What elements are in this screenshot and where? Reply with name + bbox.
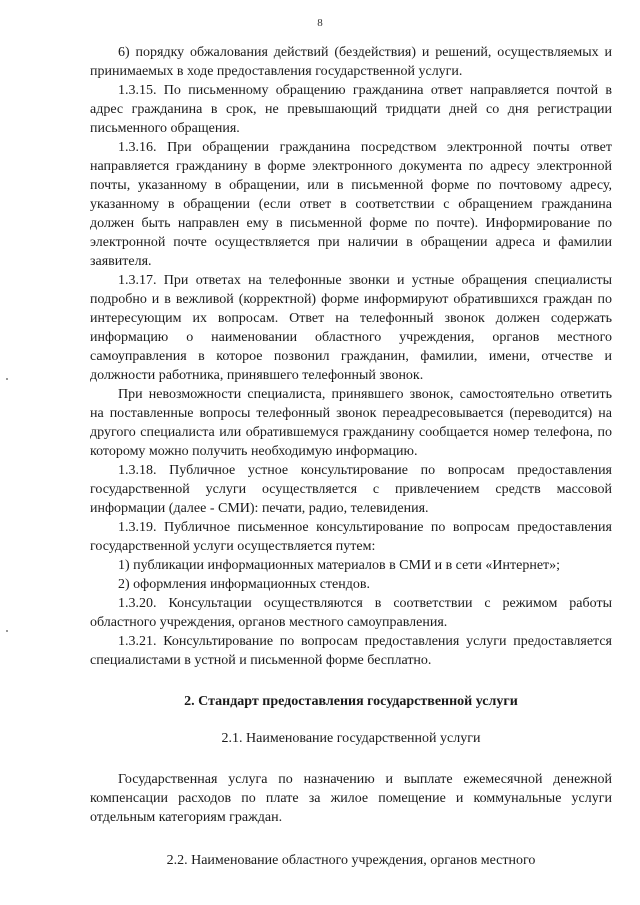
paragraph-1-3-15: 1.3.15. По письменному обращению гражданина ответ направляется почтой в адрес гражданина в срок, не превышающий тридцати дней со дня регистрации письменного обращения. [90, 83, 612, 136]
paragraph-1-3-19: 1.3.19. Публичное письменное консультирование по вопросам предоставления государственной услуги осуществляется путем: [90, 520, 612, 554]
paragraph-1-3-17: 1.3.17. При ответах на телефонные звонки и устные обращения специалисты подробно и в вежливой (корректной) форме информируют обратившихся граждан по интересующим их вопросам. Ответ на телефонный звонок должен содержать информацию о наименовании областного учреждения, органов местного самоуправления в которое позвонил гражданин, фамилии, имени, отчестве и должности работника, принявшего телефонный звонок. [90, 273, 612, 383]
subsection-heading-2-2: 2.2. Наименование областного учреждения, органов местного [166, 853, 536, 868]
subsection-text-2-1: Государственная услуга по назначению и выплате ежемесячной денежной компенсации расходов по плате за жилое помещение и коммунальные услуги отдельным категориям граждан. [90, 772, 612, 825]
scan-mark [6, 378, 8, 380]
scan-mark [6, 630, 8, 632]
subsection-heading-2-1: 2.1. Наименование государственной услуги [221, 731, 481, 746]
paragraph-item-6: 6) порядку обжалования действий (бездействия) и решений, осуществляемых и принимаемых в ходе предоставления государственной услуги. [90, 45, 612, 79]
list-item-1: 1) публикации информационных материалов в СМИ и в сети «Интернет»; [118, 558, 561, 573]
paragraph-1-3-21: 1.3.21. Консультирование по вопросам предоставления услуги предоставляется специалистами в устной и письменной форме бесплатно. [90, 634, 612, 668]
section-heading: 2. Стандарт предоставления государственной услуги [184, 694, 518, 709]
document-body [90, 43, 612, 870]
paragraph-1-3-20: 1.3.20. Консультации осуществляются в соответствии с режимом работы областного учреждения, органов местного самоуправления. [90, 596, 612, 630]
paragraph-1-3-18: 1.3.18. Публичное устное консультирование по вопросам предоставления государственной услуги осуществляется с привлечением средств массовой информации (далее - СМИ): печати, радио, телевидения. [90, 463, 612, 516]
paragraph-1-3-16: 1.3.16. При обращении гражданина посредством электронной почты ответ направляется гражданину в форме электронного документа по адресу электронной почты, указанному в обращении, или в письменной форме по почтовому адресу, указанному в обращении (если ответ в соответствии с обращением гражданина должен быть направлен ему в письменной форме по почте). Информирование по электронной почте осуществляется при наличии в обращении адреса и фамилии заявителя. [90, 140, 612, 269]
page-number: 8 [317, 17, 323, 29]
list-item-2: 2) оформления информационных стендов. [118, 577, 370, 592]
paragraph-phone-redirect: При невозможности специалиста, принявшего звонок, самостоятельно ответить на поставленные вопросы телефонный звонок переадресовывается (переводится) на другого специалиста или обратившемуся гражданину сообщается номер телефона, по которому можно получить необходимую информацию. [90, 387, 612, 459]
